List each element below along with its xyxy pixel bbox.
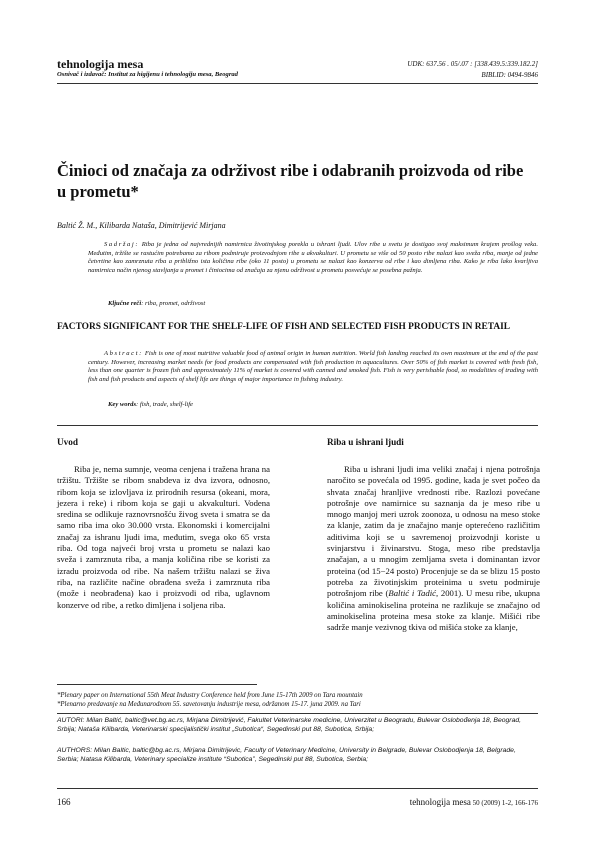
ishrana-text (327, 464, 540, 633)
abstract-text: Fish is one of most nutritive valuable food of animal origin in human nutrition. World fish landing reached its own maximum at the end of the past century. However, increasing market needs for food products are compensated with fish production in aquacultures. Over 50% of fish market is covered with fresh fish, less than one quarter is frozen fish and approximately 11% of market is covered with canned and smoked fish. Fish is very perishable food, so modalities of trading with fish and fish products and aspects of shelf life are things of major importance in fishing industry. (88, 350, 538, 383)
autori-affiliation (57, 717, 537, 735)
footnote-rule (57, 684, 257, 685)
page-number: 166 (57, 797, 71, 807)
uvod-heading: Uvod (57, 437, 78, 447)
kljucne-reci (108, 300, 205, 307)
autori-text: Milan Baltić, baltic@vet.bg.ac.rs, Mirjana Dimitrijević, Fakultet Veterinarske medicine, Univerzitet u Beogradu, Bulevar Oslobođenja 18, Beograd, Srbija; Nataša Kilibarda, Veterinarski specijalistički institut „Subotica“, Segedinski put 88, Subotica, Srbija; (57, 717, 522, 733)
footer-journal-name: tehnologija mesa (409, 797, 471, 807)
footnotes (57, 691, 363, 709)
key-words (108, 401, 193, 408)
kljucne-reci-label: Ključne reči (108, 300, 142, 307)
authors-label: AUTHORS: (57, 747, 93, 754)
footnote-sr: *Plenarno predavanje na Međunarodnom 55. savetovanju industrije mesa, održanom 15-17. juna 2009. na Tari (57, 701, 361, 708)
header-rule (57, 83, 538, 84)
english-title: FACTORS SIGNIFICANT FOR THE SHELF-LIFE OF FISH AND SELECTED FISH PRODUCTS IN RETAIL (57, 322, 511, 332)
footer-issue: 50 (2009) 1-2, 166-176 (470, 799, 538, 807)
footnote-en: *Plenary paper on International 55th Meat Industry Conference held from June 15-17th 2009 on Tara mountain (57, 692, 363, 699)
uvod-text: Riba je, nema sumnje, veoma cenjena i tražena hrana na tržištu. Tržište se ribom snabdeva iz dva izvora, odnosno, ribom koja se izlovljava iz prirodnih resursa (okeani, mora, jezera i reke) i ribom koja se gaji u akvakulturi. Vodena sredina se odlikuje raznovrsnošću živog sveta i smatra se da samo riba ima oko 30.000 vrsta. Ekonomski i komercijalni značaj za ishranu ljudi ima, međutim, svega oko 65 vrsta riba. Od toga najveći broj vrsta u prometu se nalazi kao sveža i zamrznuta riba, a manja količina ribe se koristi za izradu proizvoda od ribe. Na našem tržištu nalazi se živa riba, na različite načine obrađena sveža i zamrznuta riba (može i neobrađena) kao i proizvodi od riba, uglavnom konzerve od ribe, a retko dimljena i soljena riba. (57, 464, 270, 610)
ishrana-text-b: , 2001). U mesu ribe, ukupna količina aminokiselina proteina ne razlikuje se značajno od aminokiselina proteina mesa stoke za klanje. Mišići ribe sadrže manje vezivnog tkiva od mišića stoke za klanje, (327, 588, 541, 633)
autori-label: AUTORI: (57, 717, 85, 724)
key-words-text: : fish, trade, shelf-life (136, 401, 193, 408)
section-rule (57, 425, 538, 426)
affiliation-rule (57, 713, 538, 714)
publisher-line: Osnivač i izdavač: Institut za higijenu i tehnologiju mesa, Beograd (57, 71, 238, 78)
udk-code: UDK: 637.56 . 05/.07 : [338.439.5:339.182.2] (407, 60, 538, 68)
journal-name: tehnologija mesa (57, 57, 144, 71)
sazetak-label: Sadržaj: (104, 241, 140, 248)
footer-rule (57, 788, 538, 789)
abstract-block (88, 350, 538, 384)
ishrana-heading: Riba u ishrani ljudi (327, 437, 404, 447)
authors-text: Milan Baltic, baltic@bg.ac.rs, Mirjana Dimitrijevic, Faculty of Veterinary Medicine, University in Belgrade, Bulevar Oslobodjenja 18, Belgrade, Serbia; Natasa Kilibarda, Veterinary specialize institute “Subotica”, Segedinski put 88, Subotica, Serbia; (57, 747, 516, 763)
author-list: Baltić Ž. M., Kilibarda Nataša, Dimitrijević Mirjana (57, 221, 226, 230)
ishrana-text-a: Riba u ishrani ljudi ima veliki značaj i njena potrošnja naročito se povećala od 1995. godine, kada je svet počeo da shvata značaj hranljive vrednosti ribe. Razlozi povećane potrošnje ove namirnice su saznanja da je meso ribe u mnogo manjoj meri uzrok zoonoza, u odnosu na meso stoke za klanje, zatim da je značajno manje opterećeno različitim aditivima koji se u savremenoj proizvodnji koriste u svinjarstvu i živinarstvu. Stoga, meso ribe predstavlja značajan, a u mnogim zemljama sveta i dominantan izvor proteina (od 15−24 posto) Procenjuje se da se blizu 15 posto potreba za životinjskim proteinima u svetu podmiruje potrošnjom ribe ( (327, 464, 540, 599)
sazetak-block (88, 241, 538, 275)
ishrana-citation: Baltić i Tadić (388, 588, 436, 599)
footer-journal (410, 797, 538, 807)
kljucne-reci-text: : riba, promet, održivost (141, 300, 206, 307)
biblid-code: BIBLID: 0494-9846 (481, 71, 538, 79)
abstract-label: Abstract: (104, 350, 143, 357)
sazetak-text: Riba je jedna od najvrednijih namirnica životinjskog porekla u ishrani ljudi. Ulov ribe u svetu je dostigao svoj maksimum krajem prošlog veka. Međutim, tržište se rastućim potrebama za ribom podmiruje proizvodnjom ribe u akvakulturi. U prometu se više od 50 posto ribe nalazi kao sveža riba, manje od jedne četvrtine kao zamrznuta riba a približno ista količina ribe (oko 11 posto) u prometu se nalazi kao konzerva od ribe i kao dimljena riba. Kako je riba lako kvarljiva namirnica način njenog stavljanja u promet i činiocima od značaja za njenu održivost u prometu posvećuje se posebna pažnja. (88, 241, 538, 274)
authors-affiliation (57, 747, 537, 765)
paper-title: Činioci od značaja za održivost ribe i odabranih proizvoda od ribe u prometu* (57, 161, 524, 201)
key-words-label: Key words (108, 401, 137, 408)
